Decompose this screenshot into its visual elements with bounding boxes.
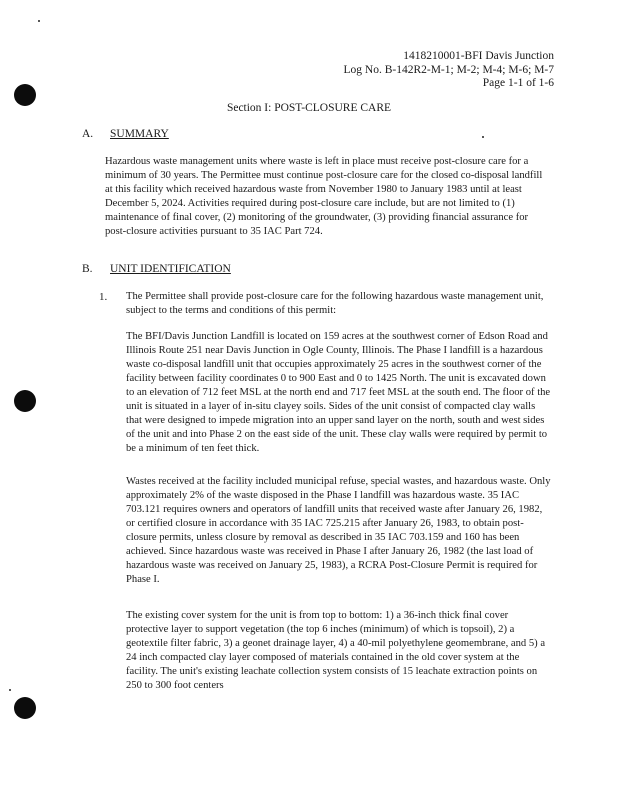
header-permit-id: 1418210001-BFI Davis Junction — [403, 50, 554, 62]
scan-speck — [9, 689, 11, 691]
section-a-letter: A. — [82, 128, 94, 140]
binder-hole-middle — [14, 390, 36, 412]
waste-received-paragraph: Wastes received at the facility included municipal refuse, special wastes, and hazardous waste. Only approximately 2% of the waste disposed in the Phase I landfill was hazardous waste. 35 IAC 703.121 requires owners and operators of landfill units that received waste after January 26, 1982, or certified closure in accordance with 35 IAC 725.215 after January 26, 1983, to obtain post-closure permits, unless closure by removal as described in 35 IAC 703.159 and 160 has been achieved. Since hazardous waste was received in Phase I after January 26, 1982 (the last load of hazardous waste was received on January 25, 1983), a RCRA Post-Closure Permit is required for Phase I. — [126, 476, 551, 585]
header-page-number: Page 1-1 of 1-6 — [482, 77, 554, 89]
section-b-title: UNIT IDENTIFICATION — [110, 263, 231, 275]
header-log-number: Log No. B-142R2-M-1; M-2; M-4; M-6; M-7 — [343, 63, 554, 76]
cover-system-paragraph: The existing cover system for the unit is from top to bottom: 1) a 36-inch thick final cover protective layer to support vegetation (the top 6 inches (minimum) of which is topsoil), 2) a geotextile filter fabric, 3) a geonet drainage layer, 4) a 40-mil polyethylene geomembrane, and 5) a 24 inch compacted clay layer composed of materials contained in the old cover system at the facility. The unit's existing leachate collection system consists of 15 leachate extraction points on 250 to 300 foot centers — [126, 610, 546, 691]
section-title: Section I: POST-CLOSURE CARE — [226, 102, 392, 114]
section-a-heading — [82, 128, 169, 140]
binder-hole-bottom — [14, 697, 36, 719]
section-b-heading — [82, 263, 231, 275]
unit-description-paragraph: The BFI/Davis Junction Landfill is located on 159 acres at the southwest corner of Edson Road and Illinois Route 251 near Davis Junction in Ogle County, Illinois. The Phase I landfill is a hazardous waste co-disposal landfill unit that occupies approximately 25 acres in the southwest corner of the facility between facility coordinates 0 to 900 East and 0 to 1425 North. The unit is excavated down to an elevation of 712 feet MSL at the north end and 717 feet MSL at the south end. The floor of the unit is situated in a layer of in-situ clayey soils. Sides of the unit consist of compacted clay walls that were designed to impede migration into an upper sand layer on the north, south and west sides of the unit and into Phase 2 on the east side of the unit. These clay walls were required by permit to be a minimum of ten feet thick. — [126, 331, 551, 454]
item-intro-text: The Permittee shall provide post-closure care for the following hazardous waste management unit, subject to the terms and conditions of this permit: — [126, 291, 544, 316]
section-a-summary-text: Hazardous waste management units where waste is left in place must receive post-closure care for a minimum of 30 years. The Permittee must continue post-closure care for the closed co-disposal landfill at this facility which received hazardous waste from November 1980 to January 1983 until at least December 5, 2024. Activities required during post-closure care include, but are not limited to (1) maintenance of final cover, (2) monitoring of the groundwater, (3) providing financial assurance for post-closure activities pursuant to 35 IAC Part 724. — [105, 156, 543, 237]
section-b-letter: B. — [82, 263, 93, 275]
document-header — [343, 50, 554, 91]
scan-speck — [482, 136, 484, 138]
scan-speck — [38, 20, 40, 22]
section-a-title: SUMMARY — [110, 128, 169, 140]
item-number: 1. — [99, 291, 108, 303]
